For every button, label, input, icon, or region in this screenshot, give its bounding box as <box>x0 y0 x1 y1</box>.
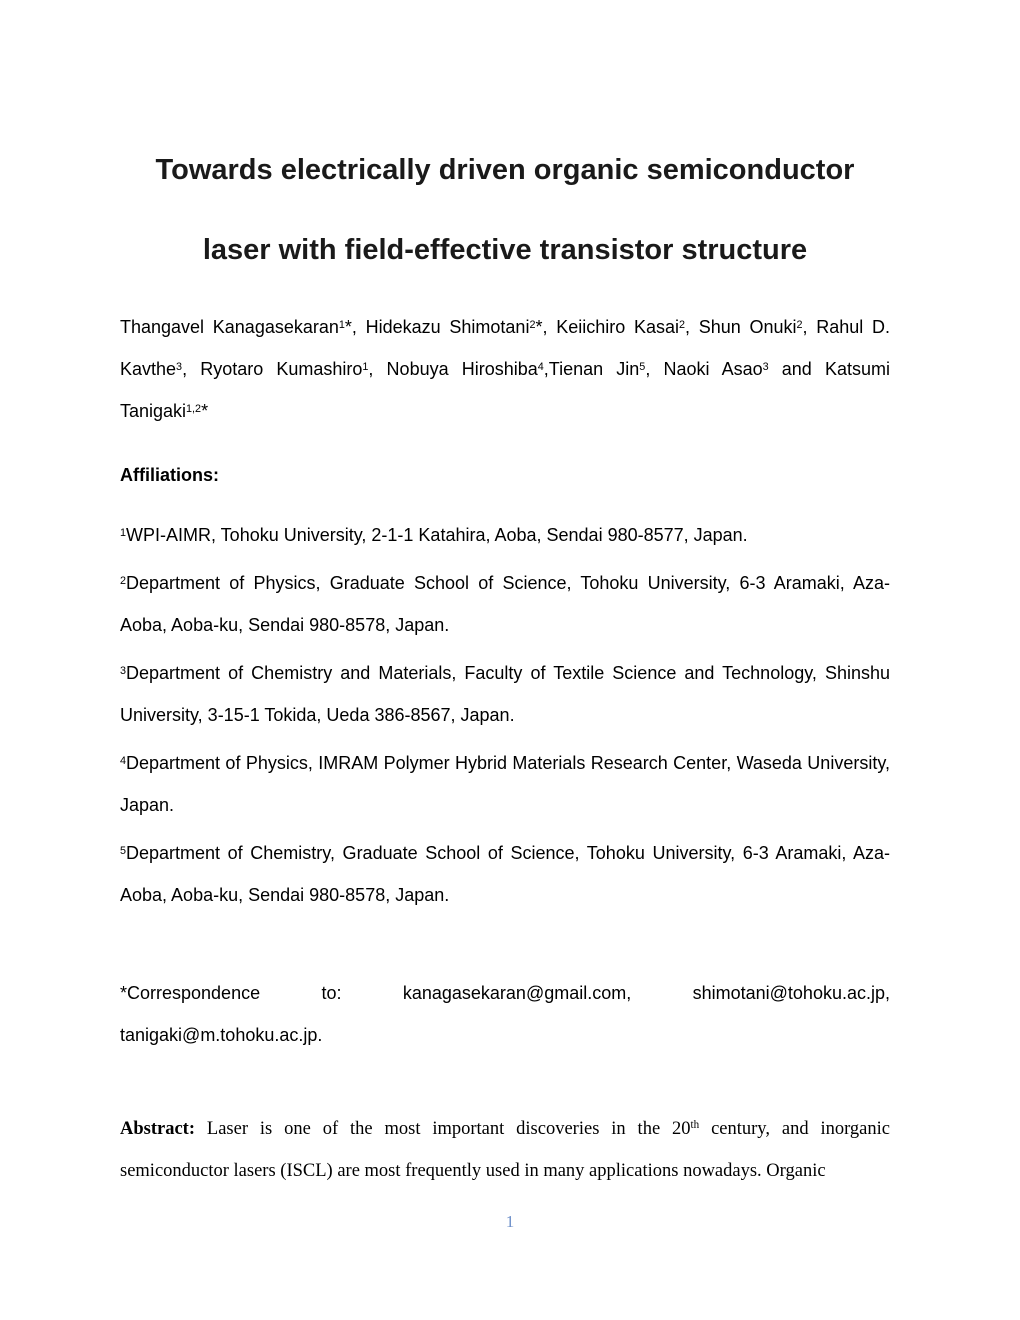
paper-title-line-1: Towards electrically driven organic semiconductor <box>155 154 855 186</box>
page-number: 1 <box>505 1212 515 1231</box>
affiliation-text: Department of Chemistry, Graduate School of Science, Tohoku University, 6-3 Aramaki, Aza-Aoba, Aoba-ku, Sendai 980-8578, Japan. <box>120 843 890 905</box>
affiliation-text: Department of Physics, Graduate School of Science, Tohoku University, 6-3 Aramaki, Aza-Aoba, Aoba-ku, Sendai 980-8578, Japan. <box>120 573 890 635</box>
paper-title <box>120 130 890 290</box>
paper-title-line-2: laser with field-effective transistor structure <box>202 234 808 266</box>
affiliations-heading: Affiliations: <box>120 465 219 485</box>
affiliation-number-superscript: 3 <box>120 664 127 677</box>
affiliation-item <box>120 832 890 916</box>
affiliation-number-superscript: 1 <box>120 526 127 539</box>
abstract-paragraph: Abstract: Laser is one of the most important discoveries in the 20th century, and inorganic semiconductor lasers (ISCL) are most frequently used in many applications nowadays. Organic <box>120 1119 890 1181</box>
affiliation-number-superscript: 2 <box>120 574 127 587</box>
affiliation-text: Department of Physics, IMRAM Polymer Hybrid Materials Research Center, Waseda University, Japan. <box>120 753 890 815</box>
affiliation-item <box>120 742 890 826</box>
affiliation-text: Department of Chemistry and Materials, Faculty of Textile Science and Technology, Shinshu University, 3-15-1 Tokida, Ueda 386-8567, Japan. <box>120 663 890 725</box>
affiliation-item <box>120 514 890 556</box>
affiliation-number-superscript: 5 <box>120 844 127 857</box>
affiliation-item <box>120 562 890 646</box>
affiliation-item <box>120 652 890 736</box>
affiliations-list <box>120 514 890 916</box>
affiliation-text: WPI-AIMR, Tohoku University, 2-1-1 Katahira, Aoba, Sendai 980-8577, Japan. <box>126 525 748 545</box>
authors-paragraph: Thangavel Kanagasekaran$^1$*, Hidekazu Shimotani$^2$*, Keiichiro Kasai$^2$, Shun Onuki$^2$, Rahul D. Kavthe$^3$, Ryotaro Kumashiro$^1$, Nobuya Hiroshiba$^4$,Tienan Jin$^5$, Naoki Asao$^3$ and Katsumi Tanigaki$^{1,2}$* <box>120 317 891 421</box>
affiliation-number-superscript: 4 <box>120 754 127 767</box>
correspondence-paragraph: *Correspondence to: kanagasekaran@gmail.com, shimotani@tohoku.ac.jp, tanigaki@m.tohoku.ac.jp. <box>120 983 890 1045</box>
